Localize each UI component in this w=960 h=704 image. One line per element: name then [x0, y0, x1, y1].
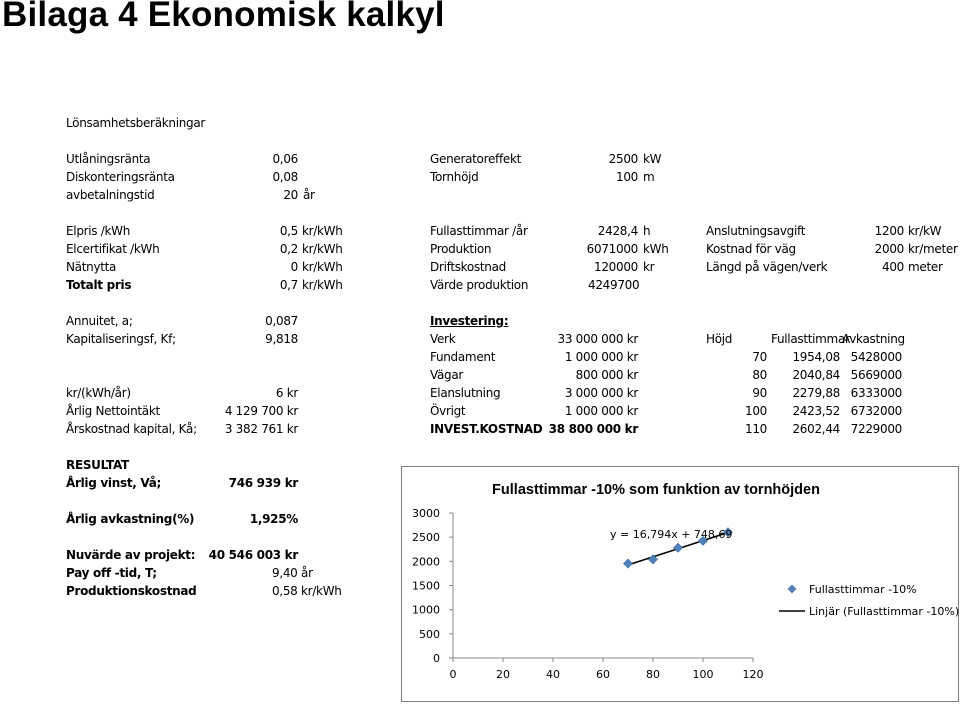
price-value: 0,5 [279, 224, 298, 238]
hours-cell: 2423,52 [792, 404, 840, 418]
return-cell: 7229000 [850, 422, 902, 436]
production-label: Produktion [430, 242, 492, 256]
investment-label: Elanslutning [430, 386, 501, 400]
investment-label: Verk [430, 332, 456, 346]
return-cell: 5669000 [850, 368, 902, 382]
investment-label: Vägar [430, 368, 464, 382]
legend-label-series: Fullasttimmar -10% [809, 583, 917, 596]
y-tick-label: 500 [419, 627, 440, 641]
result-value: 0,58 kr/kWh [272, 584, 342, 598]
connection-unit: kr/kW [908, 224, 942, 238]
production-value: 120000 [593, 260, 638, 274]
connection-value: 2000 [874, 242, 904, 256]
hours-cell: 2602,44 [792, 422, 840, 436]
y-tick-label: 1000 [412, 603, 440, 617]
production-label: Fullasttimmar /år [430, 224, 528, 238]
y-tick-label: 2500 [412, 531, 440, 545]
kr-label: Årlig Nettointäkt [66, 404, 160, 418]
result-heading: RESULTAT [66, 458, 129, 472]
production-label: Värde produktion [430, 278, 529, 292]
result-label: Pay off -tid, T; [66, 566, 157, 580]
total-price-label: Totalt pris [66, 278, 132, 292]
turbine-value: 2500 [608, 152, 638, 166]
production-label: Driftskostnad [430, 260, 506, 274]
return-cell: 6333000 [850, 386, 902, 400]
investment-value: 3 000 000 kr [564, 386, 638, 400]
investment-value: 800 000 kr [575, 368, 638, 382]
y-tick-label: 1500 [412, 579, 440, 593]
price-label: Elcertifikat /kWh [66, 242, 160, 256]
x-tick-label: 0 [449, 668, 457, 681]
annuity-value: 9,818 [265, 332, 298, 346]
connection-unit: meter [908, 260, 943, 274]
connection-label: Anslutningsavgift [706, 224, 806, 238]
price-unit: kr/kWh [302, 242, 343, 256]
result-label: Årlig vinst, Vå; [66, 476, 162, 490]
annuity-value: 0,087 [265, 314, 298, 328]
kr-value: 6 kr [275, 386, 298, 400]
legend-marker-series [788, 585, 797, 594]
kr-value: 3 382 761 kr [224, 422, 298, 436]
hours-cell: 2279,88 [792, 386, 840, 400]
investment-heading: Investering: [430, 314, 509, 328]
rate-unit: år [303, 188, 315, 202]
x-tick-label: 120 [742, 668, 764, 681]
hours-cell: 1954,08 [792, 350, 840, 364]
result-value: 1,925% [249, 512, 298, 526]
production-value: 2428,4 [597, 224, 638, 238]
annuity-label: Annuitet, a; [66, 314, 133, 328]
height-cell: 100 [744, 404, 767, 418]
height-header: Höjd [706, 332, 733, 346]
result-label: Produktionskostnad [66, 584, 197, 598]
investment-label: Övrigt [430, 404, 466, 418]
investment-label: Fundament [430, 350, 496, 364]
chart-panel [401, 466, 959, 702]
production-unit: kWh [643, 242, 669, 256]
investment-value: 33 000 000 kr [557, 332, 638, 346]
height-cell: 110 [744, 422, 767, 436]
investment-value: 1 000 000 kr [564, 404, 638, 418]
y-tick-label: 2000 [412, 555, 440, 569]
rate-label: avbetalningstid [66, 188, 155, 202]
result-value: 9,40 år [272, 566, 313, 580]
chart-plot [402, 467, 958, 701]
production-unit: kr [643, 260, 655, 274]
turbine-value: 100 [615, 170, 638, 184]
return-cell: 6732000 [850, 404, 902, 418]
height-cell: 90 [752, 386, 767, 400]
avkastning-header: Avkastning [842, 332, 905, 346]
result-label: Nuvärde av projekt: [66, 548, 196, 562]
price-unit: kr/kWh [302, 224, 343, 238]
turbine-label: Generatoreffekt [430, 152, 522, 166]
rate-value: 0,08 [272, 170, 298, 184]
connection-value: 1200 [874, 224, 904, 238]
production-value: 4249700 [588, 278, 640, 292]
x-tick-label: 100 [692, 668, 714, 681]
connection-label: Längd på vägen/verk [706, 260, 828, 274]
x-tick-label: 80 [646, 668, 660, 681]
y-tick-label: 0 [433, 652, 440, 665]
rate-label: Diskonteringsränta [66, 170, 175, 184]
total-price-unit: kr/kWh [302, 278, 343, 292]
height-cell: 80 [752, 368, 767, 382]
rate-value: 0,06 [272, 152, 298, 166]
result-label: Årlig avkastning(%) [66, 512, 195, 526]
data-point [624, 559, 633, 568]
rate-label: Utlåningsränta [66, 152, 151, 166]
investment-total-label: INVEST.KOSTNAD [430, 422, 543, 436]
production-unit: h [643, 224, 651, 238]
section-title: Lönsamhetsberäkningar [66, 116, 206, 130]
price-value: 0,2 [279, 242, 298, 256]
page-title: Bilaga 4 Ekonomisk kalkyl [2, 0, 445, 34]
annuity-label: Kapitaliseringsf, Kf; [66, 332, 176, 346]
kr-label: kr/(kWh/år) [66, 386, 131, 400]
investment-value: 1 000 000 kr [564, 350, 638, 364]
kr-value: 4 129 700 kr [224, 404, 298, 418]
x-tick-label: 20 [496, 668, 510, 681]
result-value: 746 939 kr [228, 476, 298, 490]
fullasttimmar-header: Fullasttimmar [771, 332, 850, 346]
turbine-unit: m [643, 170, 655, 184]
price-label: Nätnytta [66, 260, 117, 274]
connection-unit: kr/meter [908, 242, 958, 256]
investment-total-value: 38 800 000 kr [548, 422, 638, 436]
connection-value: 400 [881, 260, 904, 274]
total-price-value: 0,7 [279, 278, 298, 292]
turbine-label: Tornhöjd [430, 170, 479, 184]
result-value: 40 546 003 kr [208, 548, 298, 562]
legend-label-trendline: Linjär (Fullasttimmar -10%) [809, 605, 960, 618]
trendline-equation: y = 16,794x + 748,69 [610, 528, 733, 541]
kr-label: Årskostnad kapital, Kå; [66, 422, 197, 436]
y-tick-label: 3000 [412, 507, 440, 520]
x-tick-label: 60 [596, 668, 610, 681]
return-cell: 5428000 [850, 350, 902, 364]
production-value: 6071000 [586, 242, 638, 256]
chart-title: Fullasttimmar -10% som funktion av tornhöjden [492, 482, 820, 498]
rate-value: 20 [283, 188, 298, 202]
turbine-unit: kW [643, 152, 662, 166]
height-cell: 70 [752, 350, 767, 364]
price-unit: kr/kWh [302, 260, 343, 274]
price-value: 0 [290, 260, 298, 274]
price-label: Elpris /kWh [66, 224, 131, 238]
connection-label: Kostnad för väg [706, 242, 796, 256]
hours-cell: 2040,84 [792, 368, 840, 382]
x-tick-label: 40 [546, 668, 560, 681]
data-point [674, 543, 683, 552]
